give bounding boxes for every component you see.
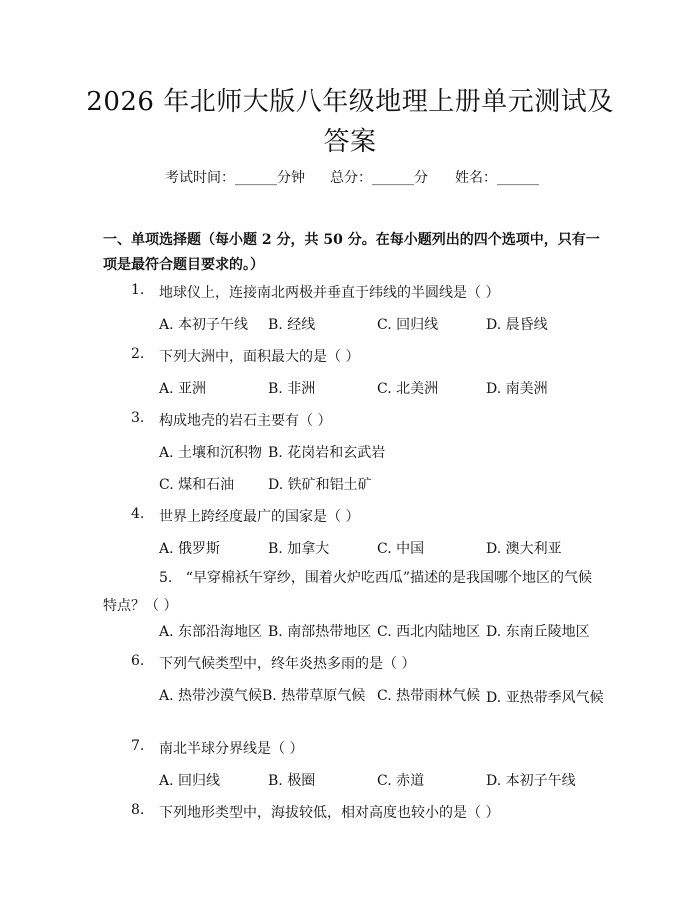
question-stem: 下列地形类型中，海拔较低，相对高度也较小的是（ ）	[159, 805, 500, 821]
student-name: 姓名：______	[455, 170, 539, 186]
question-stem: 世界上跨经度最广的国家是（ ）	[159, 509, 360, 525]
option-d: D. 本初子午线	[486, 773, 576, 789]
question-stem: 下列气候类型中，终年炎热多雨的是（ ）	[159, 656, 416, 672]
option-a: A. 亚洲	[159, 381, 207, 397]
option-d: D. 南美洲	[486, 381, 548, 397]
question-number: 4.	[131, 506, 145, 522]
option-d-text: D. 亚热带季风气候	[486, 690, 604, 706]
option-a: A. 俄罗斯	[159, 541, 221, 557]
option-b: B. 非洲	[268, 381, 316, 397]
exam-time: 考试时间：______分钟	[165, 170, 305, 186]
option-b: B. 经线	[268, 317, 316, 333]
total-score: 总分：______分	[330, 170, 428, 186]
question-5	[103, 564, 603, 620]
title-line-1: 2026 年北师大版八年级地理上册单元测试及	[86, 87, 614, 117]
question-number: 6.	[131, 653, 145, 669]
question-stem: “早穿棉袄午穿纱，围着火炉吃西瓜”描述的是我国哪个地区的气候特点？（ ）	[103, 570, 593, 614]
question-stem: 南北半球分界线是（ ）	[159, 741, 304, 757]
option-b: B. 花岗岩和玄武岩	[268, 445, 386, 461]
option-b: B. 南部热带地区	[268, 624, 372, 640]
option-a: A. 土壤和沉积物	[159, 445, 263, 461]
option-c: C. 中国	[377, 541, 425, 557]
section-heading: 一、单项选择题（每小题 2 分，共 50 分。在每小题列出的四个选项中，只有一项是最符合题目要求的。）	[103, 232, 600, 273]
option-c: C. 西北内陆地区	[377, 624, 481, 640]
title-line-2: 答案	[323, 127, 377, 157]
option-a: A. 热带沙漠气候	[159, 688, 263, 704]
option-c: C. 赤道	[377, 773, 425, 789]
option-b: B. 极圈	[268, 773, 316, 789]
question-stem: 下列大洲中，面积最大的是（ ）	[159, 349, 360, 365]
question-number: 8.	[131, 802, 145, 818]
option-c: C. 煤和石油	[159, 477, 235, 493]
option-d	[486, 685, 616, 711]
option-b: B. 热带草原气候	[262, 688, 366, 704]
option-a: A. 东部沿海地区	[159, 624, 263, 640]
option-a: A. 本初子午线	[159, 317, 249, 333]
option-d: D. 晨昏线	[486, 317, 548, 333]
option-c: C. 北美洲	[377, 381, 439, 397]
option-a: A. 回归线	[159, 773, 221, 789]
question-number: 2.	[131, 346, 145, 362]
option-c: C. 回归线	[377, 317, 439, 333]
question-number: 1.	[131, 282, 145, 298]
question-number: 5.	[159, 570, 173, 586]
question-number: 3.	[131, 410, 145, 426]
option-d: D. 东南丘陵地区	[486, 624, 590, 640]
option-d: D. 澳大利亚	[486, 541, 562, 557]
option-b: B. 加拿大	[268, 541, 330, 557]
question-stem: 构成地壳的岩石主要有（ ）	[159, 413, 332, 429]
question-number: 7.	[131, 738, 145, 754]
option-d: D. 铁矿和铝土矿	[268, 477, 372, 493]
option-c: C. 热带雨林气候	[377, 688, 481, 704]
question-stem: 地球仪上，连接南北两极并垂直于纬线的半圆线是（ ）	[159, 285, 500, 301]
exam-title	[60, 82, 640, 162]
